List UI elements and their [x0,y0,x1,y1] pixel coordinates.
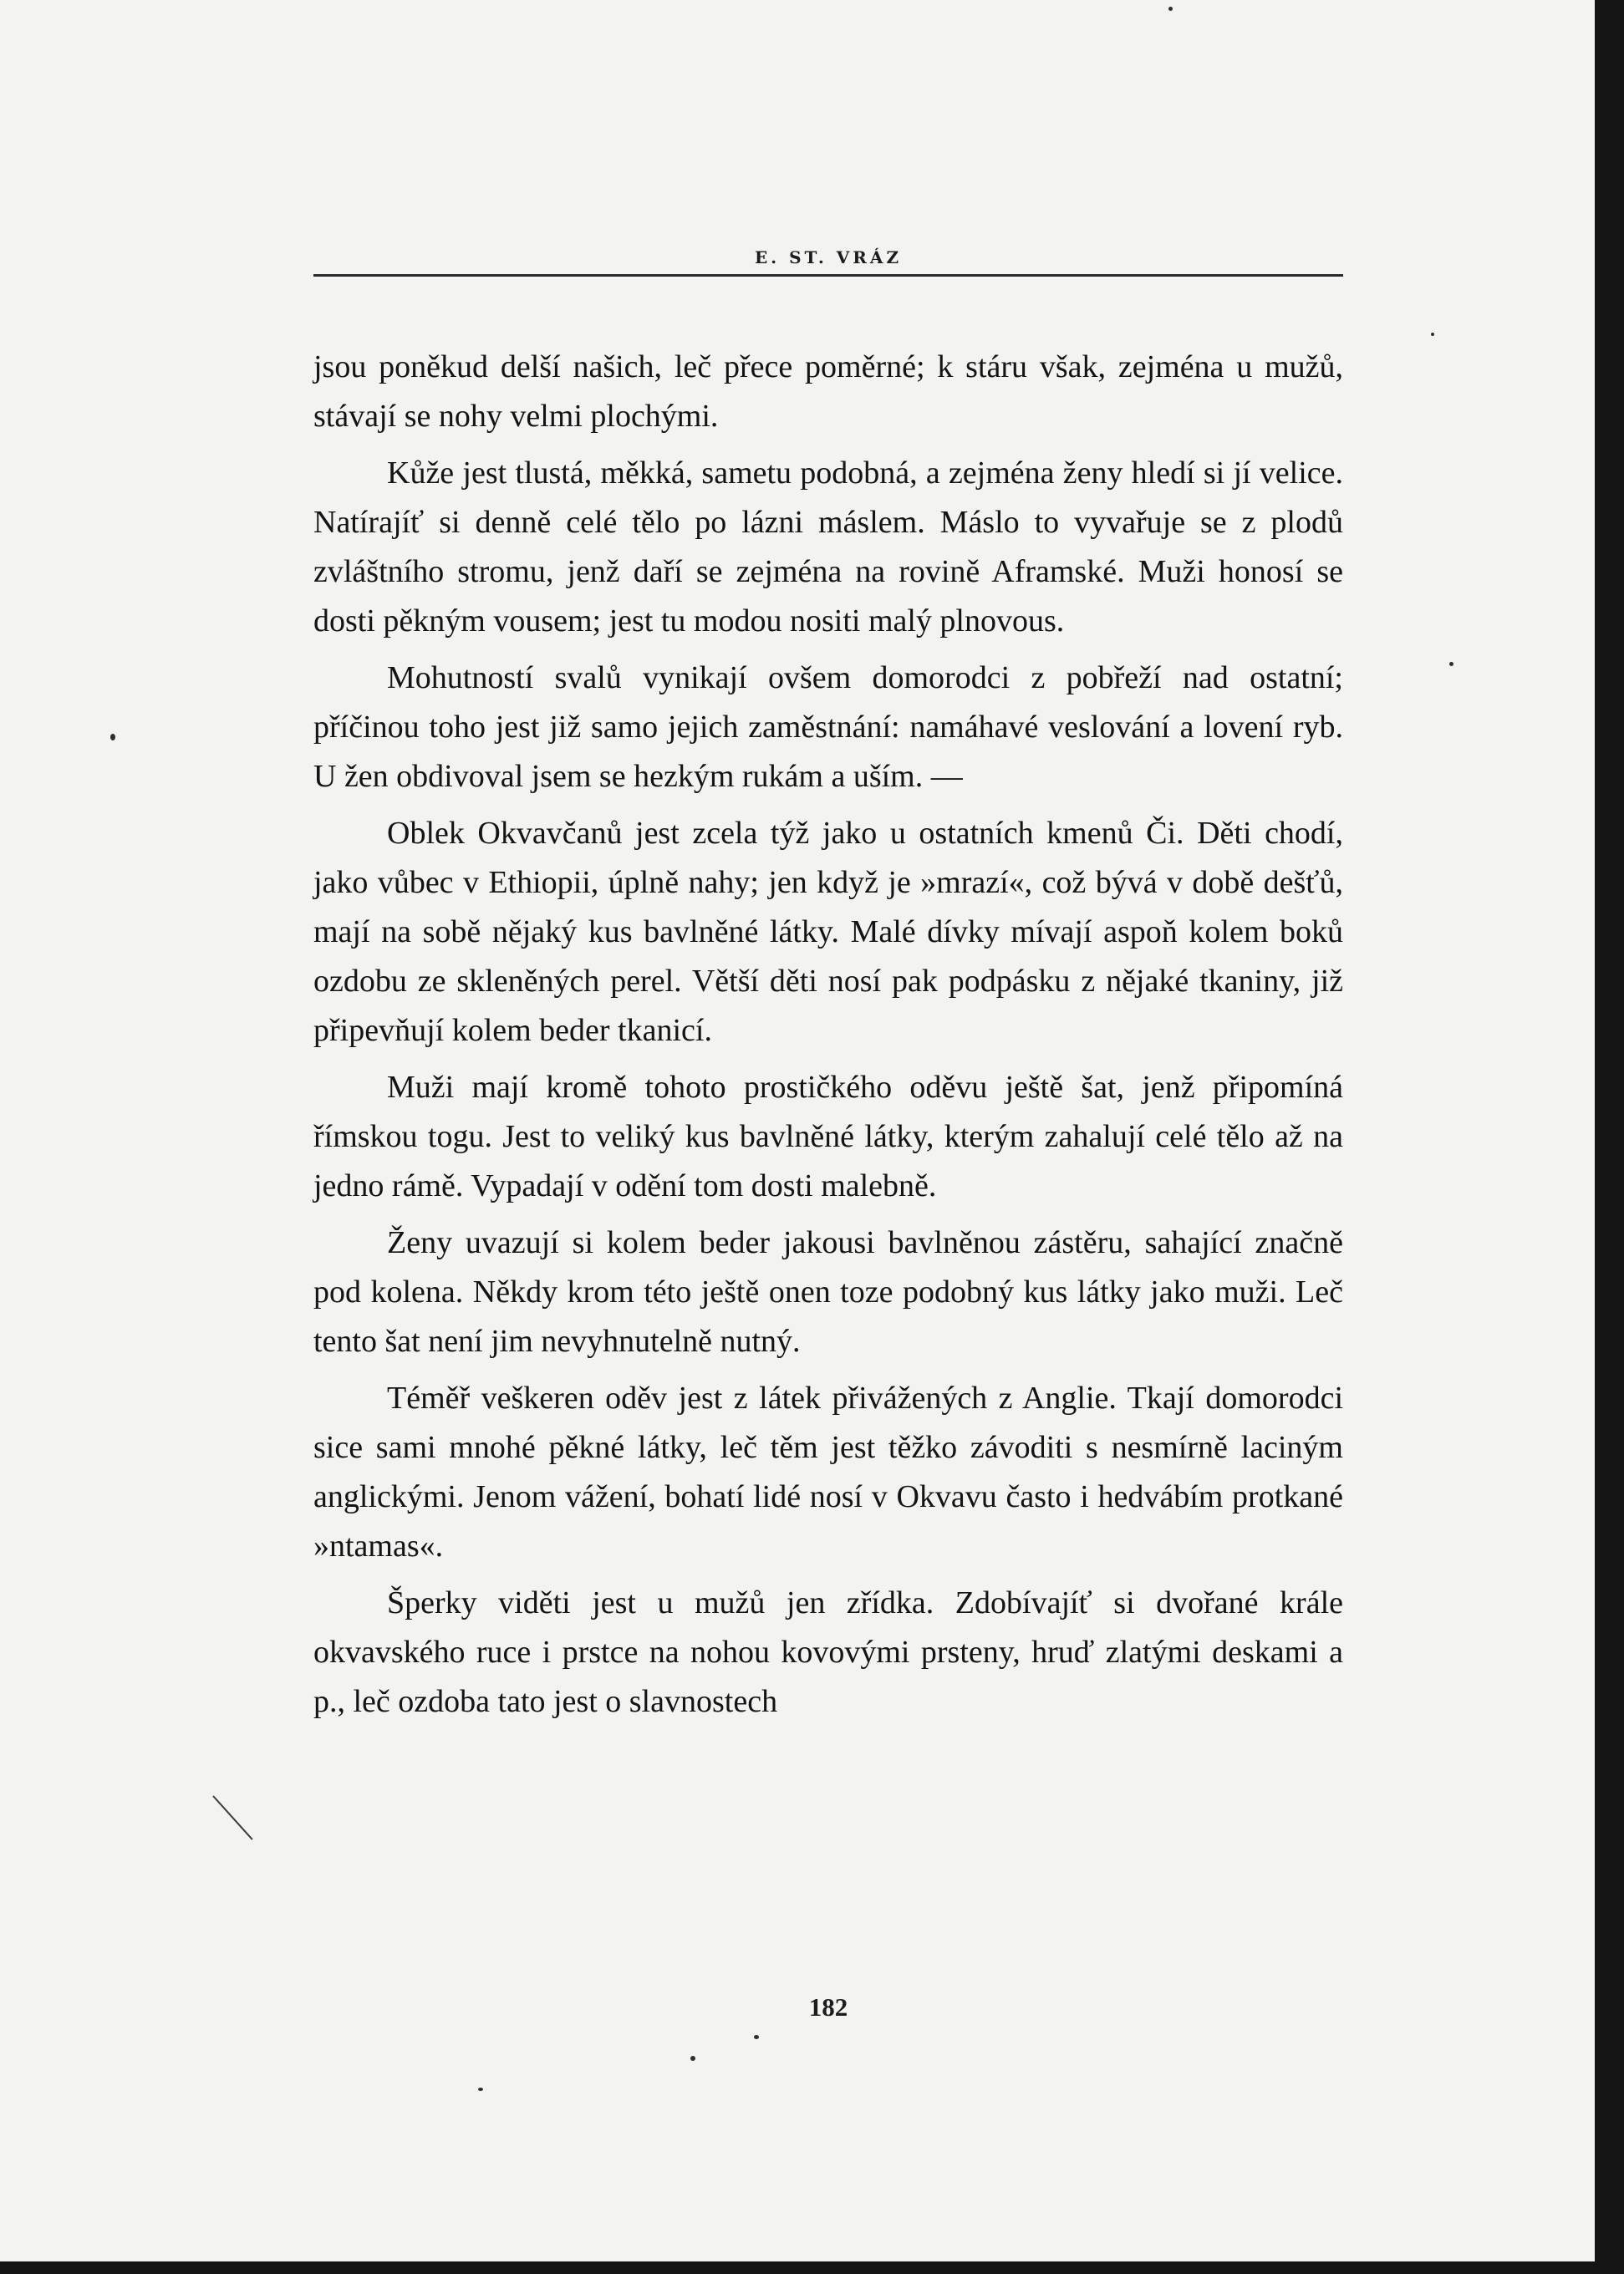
scan-speck [754,2035,759,2039]
paragraph: Muži mají kromě tohoto prostičkého oděvu ještě šat, jenž připomíná římskou togu. Jest to veliký kus bavlněné látky, kterým zahalují celé tělo až na jedno rámě. Vypadají v odění tom dosti malebně. [313,1070,1343,1203]
paragraph: Ženy uvazují si kolem beder jakousi bavlněnou zástěru, sahající značně pod kolena. Někdy krom této ještě onen toze podobný kus látky jako muži. Leč tento šat není jim nevyhnutelně nutný. [313,1225,1343,1359]
running-header: E. ST. VRÁZ [754,247,903,267]
scan-speck [1431,333,1434,336]
paragraph: Téměř veškeren oděv jest z látek přivážených z Anglie. Tkají domorodci sice sami mnohé pěkné látky, leč těm jest těžko závoditi s nesmírně laciným anglickými. Jenom vážení, bohatí lidé nosí v Okvavu často i hedvábím protkané »ntamas«. [313,1381,1343,1564]
scan-speck [690,2056,695,2061]
body-text [313,343,1343,1734]
header-rule [313,274,1343,277]
paragraph: jsou poněkud delší našich, leč přece poměrné; k stáru však, zejména u mužů, stávají se nohy velmi plochými. [313,349,1343,434]
scan-scratch [212,1795,252,1839]
paragraph: Oblek Okvavčanů jest zcela týž jako u ostatních kmenů Či. Děti chodí, jako vůbec v Ethiopii, úplně nahy; jen když je »mrazí«, což bývá v době dešťů, mají na sobě nějaký kus bavlněné látky. Malé dívky mívají aspoň kolem boků ozdobu ze skleněných perel. Větší děti nosí pak podpásku z nějaké tkaniny, již připevňují kolem beder tkanicí. [313,816,1343,1048]
scan-speck [1168,7,1173,11]
paragraph: Kůže jest tlustá, měkká, sametu podobná, a zejména ženy hledí si jí velice. Natírajíť si denně celé tělo po lázni máslem. Máslo to vyvařuje se z plodů zvláštního stromu, jenž daří se zejména na rovině Aframské. Muži honosí se dosti pěkným vousem; jest tu modou nositi malý plnovous. [313,455,1343,638]
page-number: 182 [808,1992,848,2022]
scan-speck [110,734,115,740]
paragraph: Šperky viděti jest u mužů jen zřídka. Zdobívajíť si dvořané krále okvavského ruce i prstce na nohou kovovými prsteny, hruď zlatými deskami a p., leč ozdoba tato jest o slavnostech [313,1585,1343,1719]
scan-speck [1449,662,1453,666]
paragraph: Mohutností svalů vynikají ovšem domorodci z pobřeží nad ostatní; příčinou toho jest již samo jejich zaměstnání: namáhavé veslování a lovení ryb. U žen obdivoval jsem se hezkým rukám a uším. — [313,660,1343,794]
scan-speck [478,2088,483,2091]
